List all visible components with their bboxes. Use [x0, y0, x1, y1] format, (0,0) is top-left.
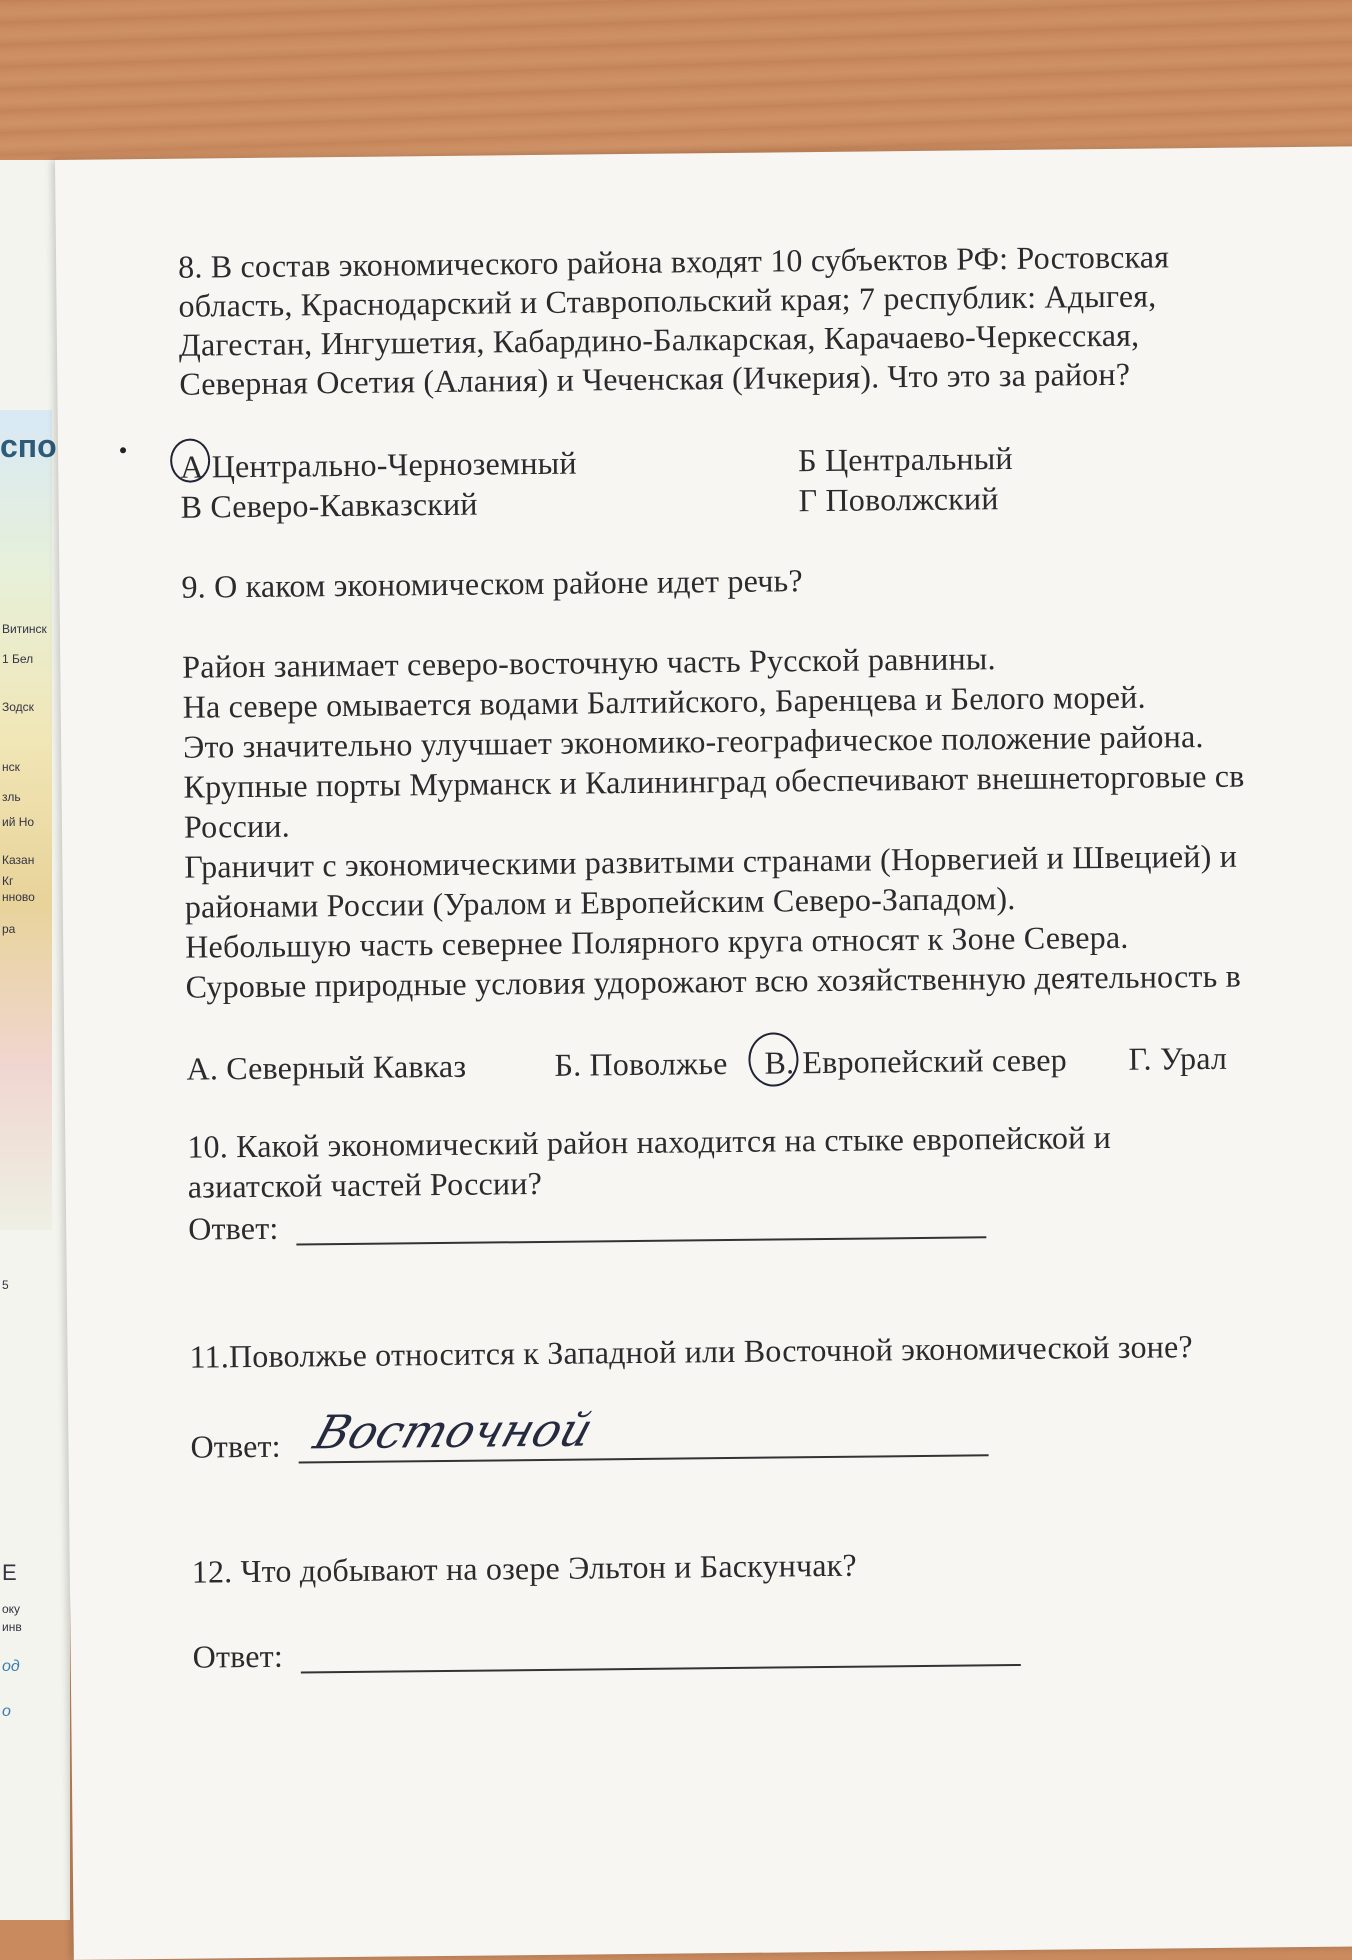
- question-9-text-line: России.: [183, 807, 291, 845]
- map-label: инв: [2, 1620, 22, 1634]
- option-9b[interactable]: Б. Поволжье: [554, 1045, 728, 1083]
- map-label: нск: [2, 760, 20, 774]
- answer-circle-mark: [170, 438, 210, 482]
- question-9-text-line: Крупные порты Мурманск и Калининград обеспечивают внешнеторговые св: [183, 757, 1245, 805]
- map-label: 5: [2, 1278, 9, 1292]
- question-9-title: 9. О каком экономическом районе идет речь?: [181, 562, 803, 605]
- map-label: оку: [2, 1602, 21, 1616]
- map-label: 1 Бел: [2, 652, 34, 666]
- option-8c[interactable]: В Северо-Кавказский: [180, 485, 478, 525]
- atlas-heading: спо: [0, 428, 57, 464]
- map-label: ий Но: [2, 815, 35, 829]
- question-8-line: Дагестан, Ингушетия, Кабардино-Балкарская, Карачаево-Черкесская,: [178, 316, 1140, 363]
- question-10-line: азиатской частей России?: [187, 1164, 543, 1205]
- question-9-text-line: На севере омывается водами Балтийского, Баренцева и Белого морей.: [182, 678, 1146, 725]
- question-9-text-line: Граничит с экономическими развитыми странами (Норвегией и Швецией) и: [184, 837, 1238, 885]
- answer-line[interactable]: [301, 1664, 1021, 1674]
- option-8b[interactable]: Б Центральный: [797, 439, 1013, 479]
- map-label: од: [2, 1658, 20, 1675]
- worksheet-page: [55, 146, 1352, 1960]
- question-8-line: 8. В состав экономического района входят 10 субъектов РФ: Ростовская: [177, 238, 1170, 285]
- map-label: о: [2, 1703, 11, 1720]
- answer-label: Ответ:: [190, 1427, 281, 1465]
- answer-circle-mark: [748, 1032, 799, 1087]
- option-8a[interactable]: А Центрально-Черноземный: [180, 444, 577, 485]
- map-label: зль: [2, 790, 21, 804]
- answer-label: Ответ:: [192, 1637, 284, 1675]
- map-label: нново: [2, 890, 35, 904]
- map-label: Зодск: [2, 700, 34, 714]
- question-8-line: область, Краснодарский и Ставропольский края; 7 республик: Адыгея,: [178, 277, 1157, 324]
- map-label: Кг: [2, 874, 14, 888]
- question-10-line: 10. Какой экономический район находится на стыке европейской и: [187, 1118, 1112, 1165]
- question-9-text-line: Суровые природные условия удорожают всю хозяйственную деятельность в: [185, 957, 1242, 1005]
- map-label: Казан: [2, 853, 35, 867]
- question-9-text-line: Небольшую часть севернее Полярного круга относят к Зоне Севера.: [185, 918, 1129, 965]
- pen-dot: [120, 447, 126, 453]
- answer-line[interactable]: [296, 1236, 986, 1245]
- question-9-text-line: районами России (Уралом и Европейским Северо-Западом).: [184, 879, 1016, 925]
- question-8-line: Северная Осетия (Алания) и Чеченская (Ичкерия). Что это за район?: [179, 355, 1131, 402]
- option-9d[interactable]: Г. Урал: [1128, 1039, 1228, 1077]
- question-9-text-line: Это значительно улучшает экономико-географическое положение района.: [182, 718, 1204, 765]
- option-8d[interactable]: Г Поволжский: [798, 480, 999, 519]
- answer-label: Ответ:: [188, 1209, 279, 1247]
- handwritten-answer: Восточной: [307, 1402, 600, 1460]
- map-label: ра: [2, 922, 16, 936]
- question-12-title: 12. Что добывают на озере Эльтон и Баскунчак?: [191, 1546, 858, 1590]
- question-11-title: 11.Поволжье относится к Западной или Восточной экономической зоне?: [189, 1328, 1193, 1375]
- option-9c[interactable]: В. Европейский север: [764, 1041, 1068, 1081]
- question-9-text-line: Район занимает северо-восточную часть Русской равнины.: [182, 640, 996, 685]
- map-label: Е: [2, 1560, 17, 1585]
- option-9a[interactable]: А. Северный Кавказ: [186, 1047, 467, 1087]
- map-label: Витинск: [2, 622, 47, 636]
